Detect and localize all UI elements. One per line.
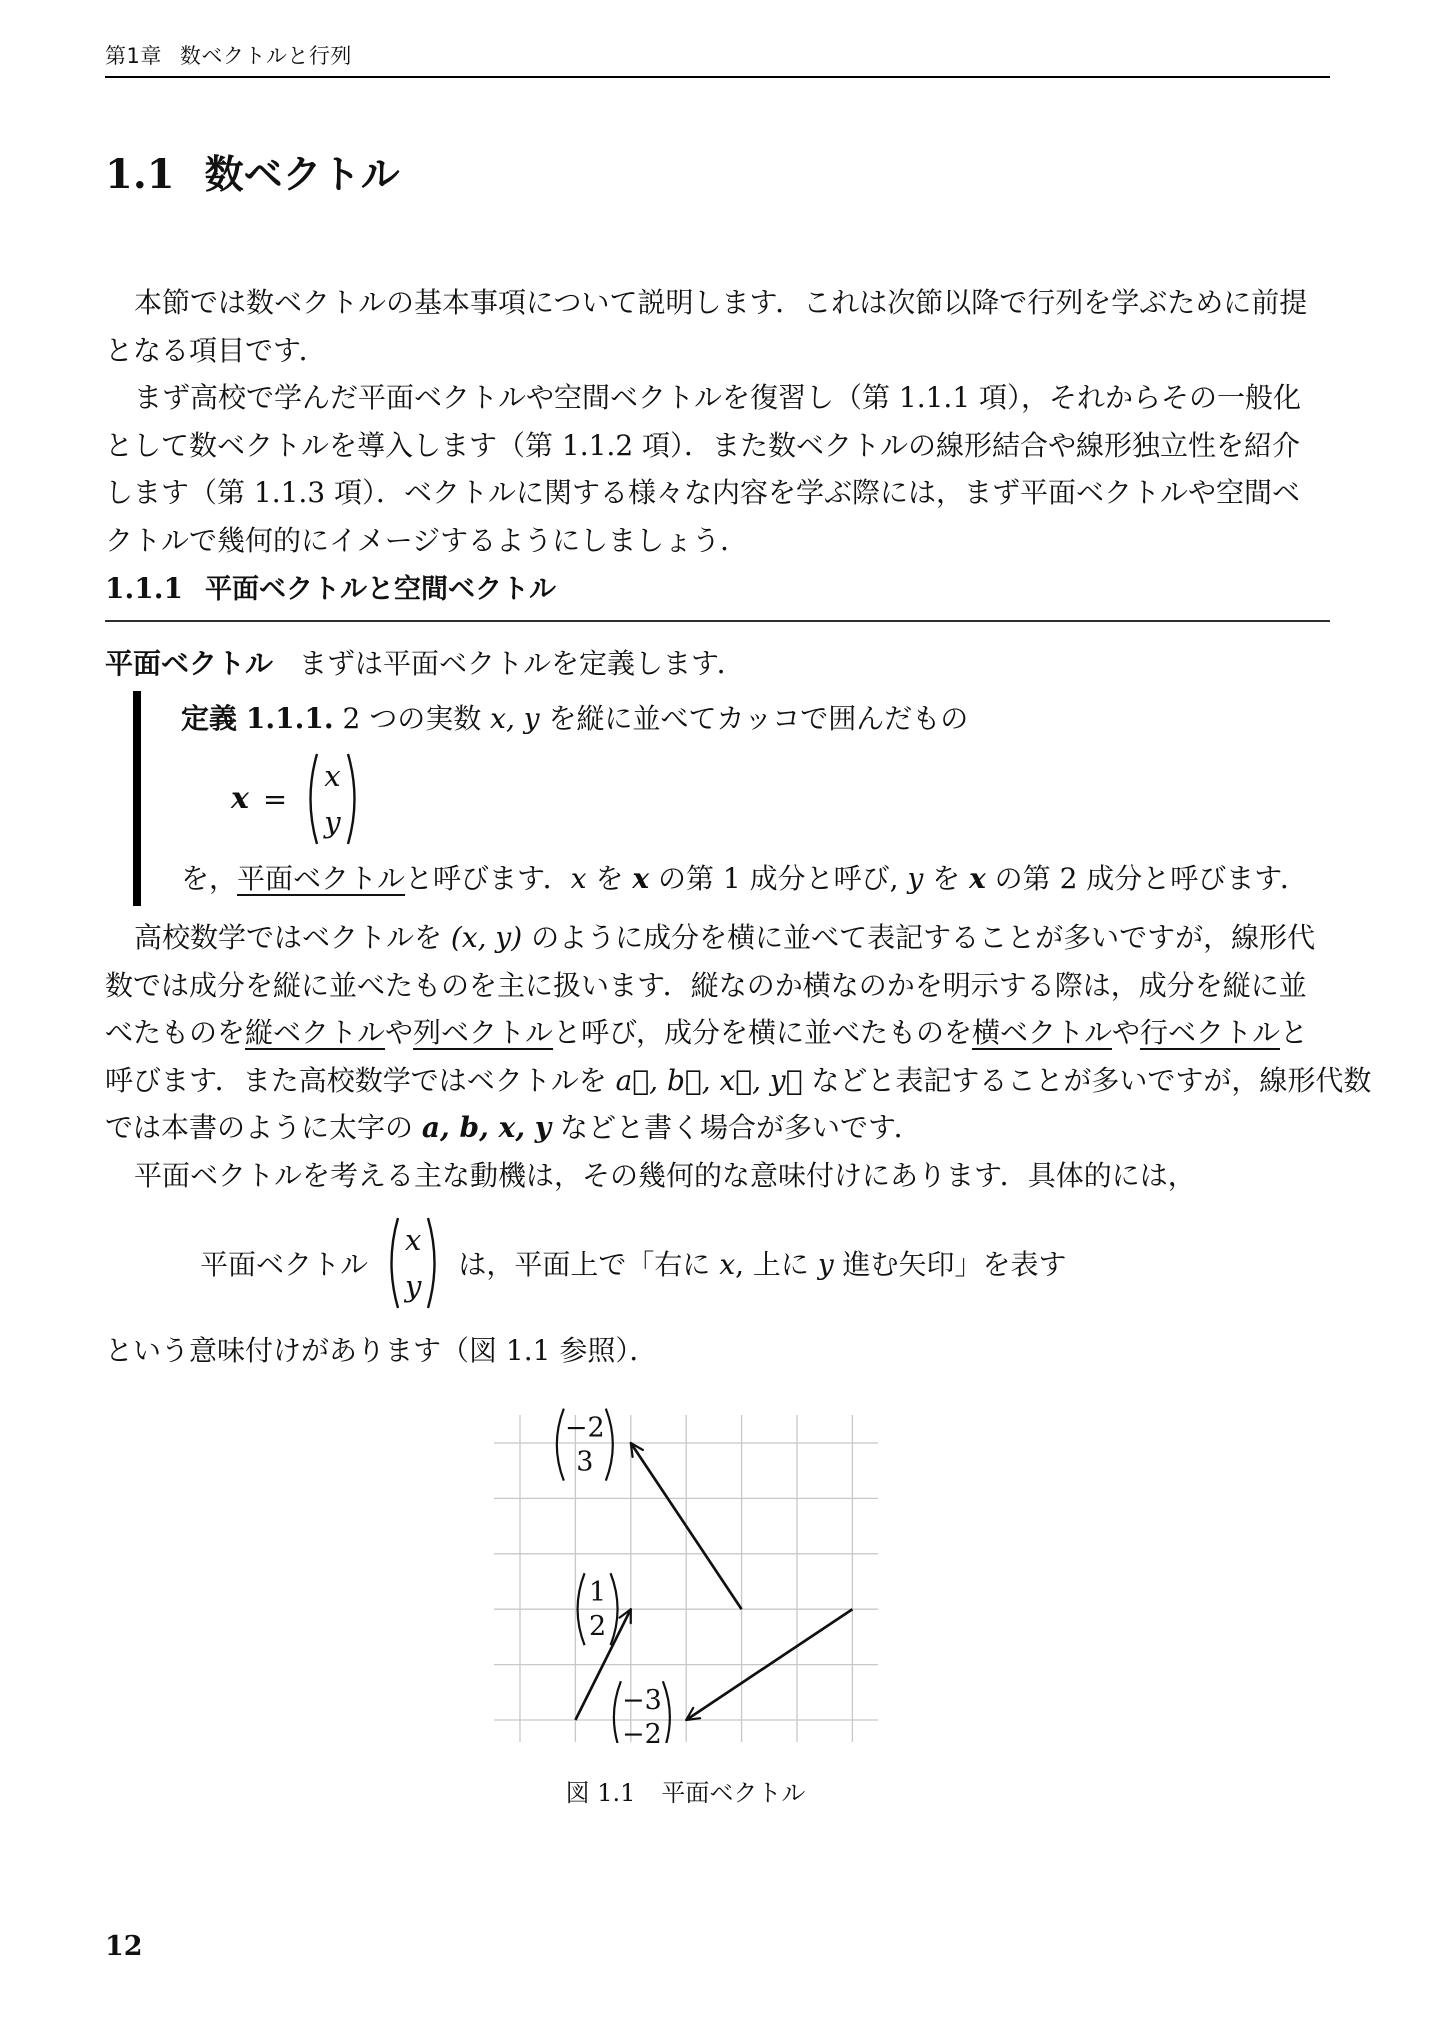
column-row-vector-paragraph: 高校数学ではベクトルを (x, y) のように成分を横に並べて表記することが多いですが，線形代 数では成分を縦に並べたものを主に扱います．縦なのか横なのかを明示する際は，成分を縦に並 べたものを縦ベクトルや列ベクトルと呼び，成分を横に並べたものを横ベクトルや行ベクトルと 呼びます．また高校数学ではベクトルを a⃗, b⃗, x⃗, y⃗ などと表記することが多いですが，線形代数 では本書のように太字の a, b, x, y などと書く場合が多いです． bbox=[105, 921, 1372, 1144]
inline-heading-plane-vector: 平面ベクトル bbox=[105, 646, 274, 680]
definition-math-display bbox=[231, 751, 1330, 847]
subsection-number: 1.1.1 bbox=[105, 572, 183, 605]
figure-caption-text: 平面ベクトル bbox=[661, 1778, 806, 1807]
subsection-title: 平面ベクトルと空間ベクトル bbox=[204, 574, 556, 605]
vector-entry-x: x bbox=[324, 758, 341, 793]
plane-vector-lead-text: まずは平面ベクトルを定義します． bbox=[299, 646, 745, 680]
plane-vector-diagram bbox=[494, 1391, 878, 1743]
column-vector bbox=[301, 751, 363, 847]
figure-reference-paragraph: という意味付けがあります（図 1.1 参照）． bbox=[105, 1334, 658, 1367]
definition-block bbox=[133, 691, 1330, 906]
column-vector-entries bbox=[402, 1223, 424, 1303]
right-paren-icon bbox=[344, 751, 364, 847]
definition-label-number: 1.1.1. bbox=[245, 702, 334, 735]
svg-text:1: 1 bbox=[588, 1576, 606, 1608]
left-paren-icon bbox=[301, 751, 321, 847]
column-vector-entries bbox=[321, 759, 343, 839]
left-paren-icon bbox=[382, 1213, 402, 1313]
vector-entry-x: x bbox=[405, 1223, 422, 1257]
subsection-rule bbox=[105, 620, 1330, 622]
figure-caption bbox=[566, 1773, 806, 1808]
math-lhs: x bbox=[231, 781, 249, 816]
column-vector bbox=[382, 1213, 444, 1313]
running-head-title: 数ベクトルと行列 bbox=[179, 44, 352, 68]
subsection-heading bbox=[105, 572, 1330, 607]
page-number: 12 bbox=[105, 1931, 143, 1962]
running-head-chapter: 第1章 bbox=[105, 44, 162, 68]
svg-text:−2: −2 bbox=[621, 1718, 662, 1743]
display-suffix: は，平面上で「右に x, 上に y 進む矢印」を表す bbox=[458, 1248, 1067, 1281]
figure-1-1 bbox=[73, 1391, 1298, 1808]
definition-tail-line: を，平面ベクトルと呼びます．x を x の第 1 成分と呼び, y を x の第 2 成分と呼びます． bbox=[181, 861, 1309, 895]
right-paren-icon bbox=[424, 1213, 444, 1313]
definition-label-word: 定義 bbox=[181, 702, 238, 735]
math-equals: = bbox=[262, 781, 288, 816]
definition-label-line bbox=[181, 695, 1330, 743]
section-title: 数ベクトル bbox=[204, 153, 400, 198]
plane-vector-lead bbox=[105, 640, 1330, 688]
definition-lead-text: 2 つの実数 x, y を縦に並べてカッコで囲んだもの bbox=[342, 702, 969, 735]
svg-text:2: 2 bbox=[588, 1610, 606, 1642]
display-prefix: 平面ベクトル bbox=[200, 1248, 369, 1281]
plane-vector-meaning-display bbox=[200, 1213, 1330, 1313]
intro-paragraphs: 本節では数ベクトルの基本事項について説明します．これは次節以降で行列を学ぶために前提 となる項目です． まず高校で学んだ平面ベクトルや空間ベクトルを復習し（第 1.1.1 項），それからその一般化 として数ベクトルを導入します（第 1.1.2 項）．また数ベクトルの線形結合や線形独立性を紹介 します（第 1.1.3 項）．ベクトルに関する様々な内容を学ぶ際には，まず平面ベクトルや空間ベ クトルで幾何的にイメージするようにしましょう． bbox=[105, 286, 1308, 557]
svg-text:3: 3 bbox=[575, 1446, 593, 1478]
running-head-rule bbox=[105, 76, 1330, 78]
running-head bbox=[105, 0, 1330, 70]
vector-entry-y: y bbox=[405, 1269, 422, 1303]
section-heading bbox=[105, 150, 1330, 201]
svg-text:−2: −2 bbox=[564, 1412, 605, 1444]
figure-caption-label: 図 1.1 bbox=[565, 1778, 636, 1807]
svg-text:−3: −3 bbox=[621, 1684, 662, 1716]
motivation-paragraph: 平面ベクトルを考える主な動機は，その幾何的な意味付けにあります．具体的には， bbox=[134, 1158, 1196, 1192]
vector-entry-y: y bbox=[324, 804, 341, 839]
section-number: 1.1 bbox=[105, 151, 175, 198]
